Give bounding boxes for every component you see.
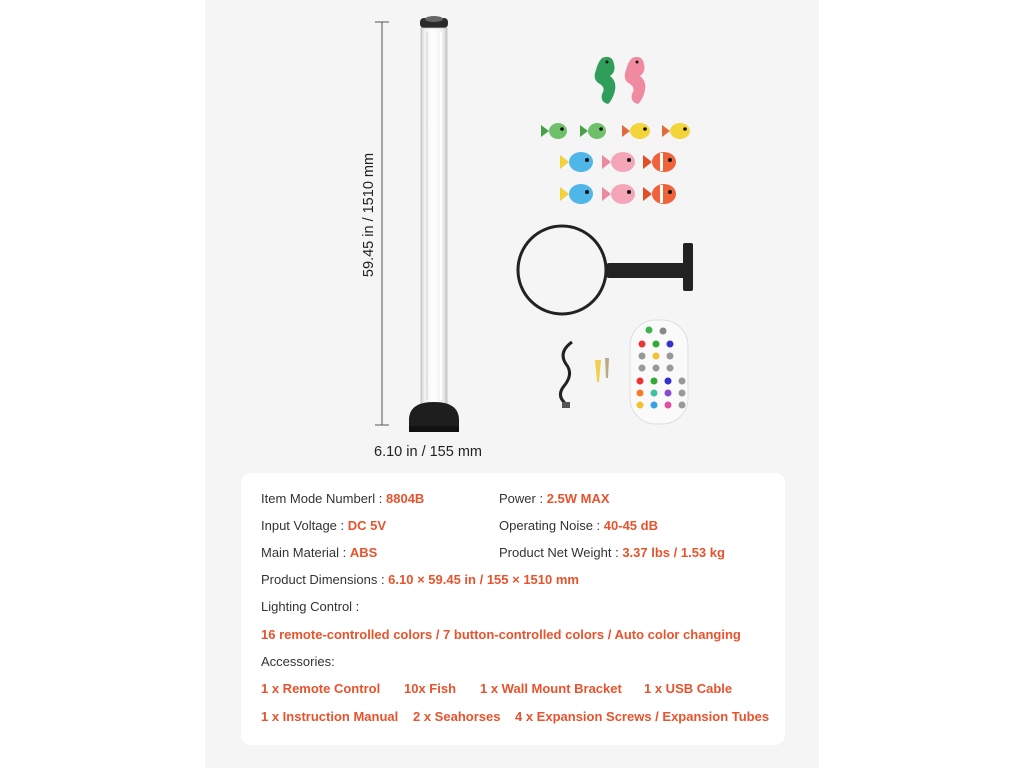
expansion-screw-icon <box>595 358 609 382</box>
accessory-item: 2 x Seahorses <box>413 709 501 724</box>
spec-lighting-value: 16 remote-controlled colors / 7 button-controlled colors / Auto color changing <box>261 627 741 642</box>
spec-lighting-label: Lighting Control : <box>261 599 360 614</box>
spec-value: 40-45 dB <box>603 518 658 533</box>
accessory-item: 1 x USB Cable <box>644 681 733 696</box>
spec-dimensions <box>261 572 579 587</box>
accessory-item: 1 x Remote Control <box>261 681 381 696</box>
accessory-item: 10x Fish <box>404 681 457 696</box>
spec-input-voltage <box>261 518 386 533</box>
fish-icon <box>662 123 690 139</box>
spec-label: Item Mode Numberl : <box>261 491 386 506</box>
specifications-card <box>241 473 785 745</box>
spec-label: Input Voltage : <box>261 518 348 533</box>
fish-icon <box>643 152 676 172</box>
spec-weight <box>499 545 725 560</box>
remote-control-icon <box>630 320 688 424</box>
spec-label: Main Material : <box>261 545 350 560</box>
seahorse-icon <box>595 57 616 104</box>
wall-mount-bracket-icon <box>518 226 693 314</box>
spec-noise <box>499 518 658 533</box>
spec-label: Product Dimensions : <box>261 572 389 587</box>
spec-value: 8804B <box>386 491 425 506</box>
fish-icon <box>643 184 676 204</box>
spec-value: ABS <box>349 545 378 560</box>
spec-value: 2.5W MAX <box>546 491 610 506</box>
fish-icon <box>560 184 593 204</box>
bubble-tube-lamp <box>409 16 459 432</box>
fish-icon <box>541 123 567 139</box>
spec-model <box>261 491 424 506</box>
fish-icon <box>560 152 593 172</box>
usb-cable-icon <box>560 342 572 408</box>
fish-icon <box>602 152 635 172</box>
spec-value: 6.10 × 59.45 in / 155 × 1510 mm <box>388 572 579 587</box>
spec-label: Product Net Weight : <box>499 545 623 560</box>
seahorse-icon <box>625 57 646 104</box>
accessory-item: 4 x Expansion Screws / Expansion Tubes <box>515 709 770 724</box>
product-panel <box>205 0 819 768</box>
height-dimension-line <box>375 22 389 425</box>
width-dimension-label: 6.10 in / 155 mm <box>374 444 482 460</box>
accessories-label: Accessories: <box>261 654 335 669</box>
accessory-item: 1 x Instruction Manual <box>261 709 399 724</box>
spec-material <box>261 545 377 560</box>
fish-icon <box>580 123 606 139</box>
product-illustration <box>205 0 819 468</box>
spec-label: Power : <box>499 491 547 506</box>
spec-label: Operating Noise : <box>499 518 604 533</box>
spec-value: 3.37 lbs / 1.53 kg <box>622 545 725 560</box>
height-dimension-label: 59.45 in / 1510 mm <box>361 152 377 278</box>
accessory-item: 1 x Wall Mount Bracket <box>480 681 622 696</box>
spec-value: DC 5V <box>347 518 387 533</box>
spec-power <box>499 491 610 506</box>
fish-icon <box>622 123 650 139</box>
fish-icon <box>602 184 635 204</box>
